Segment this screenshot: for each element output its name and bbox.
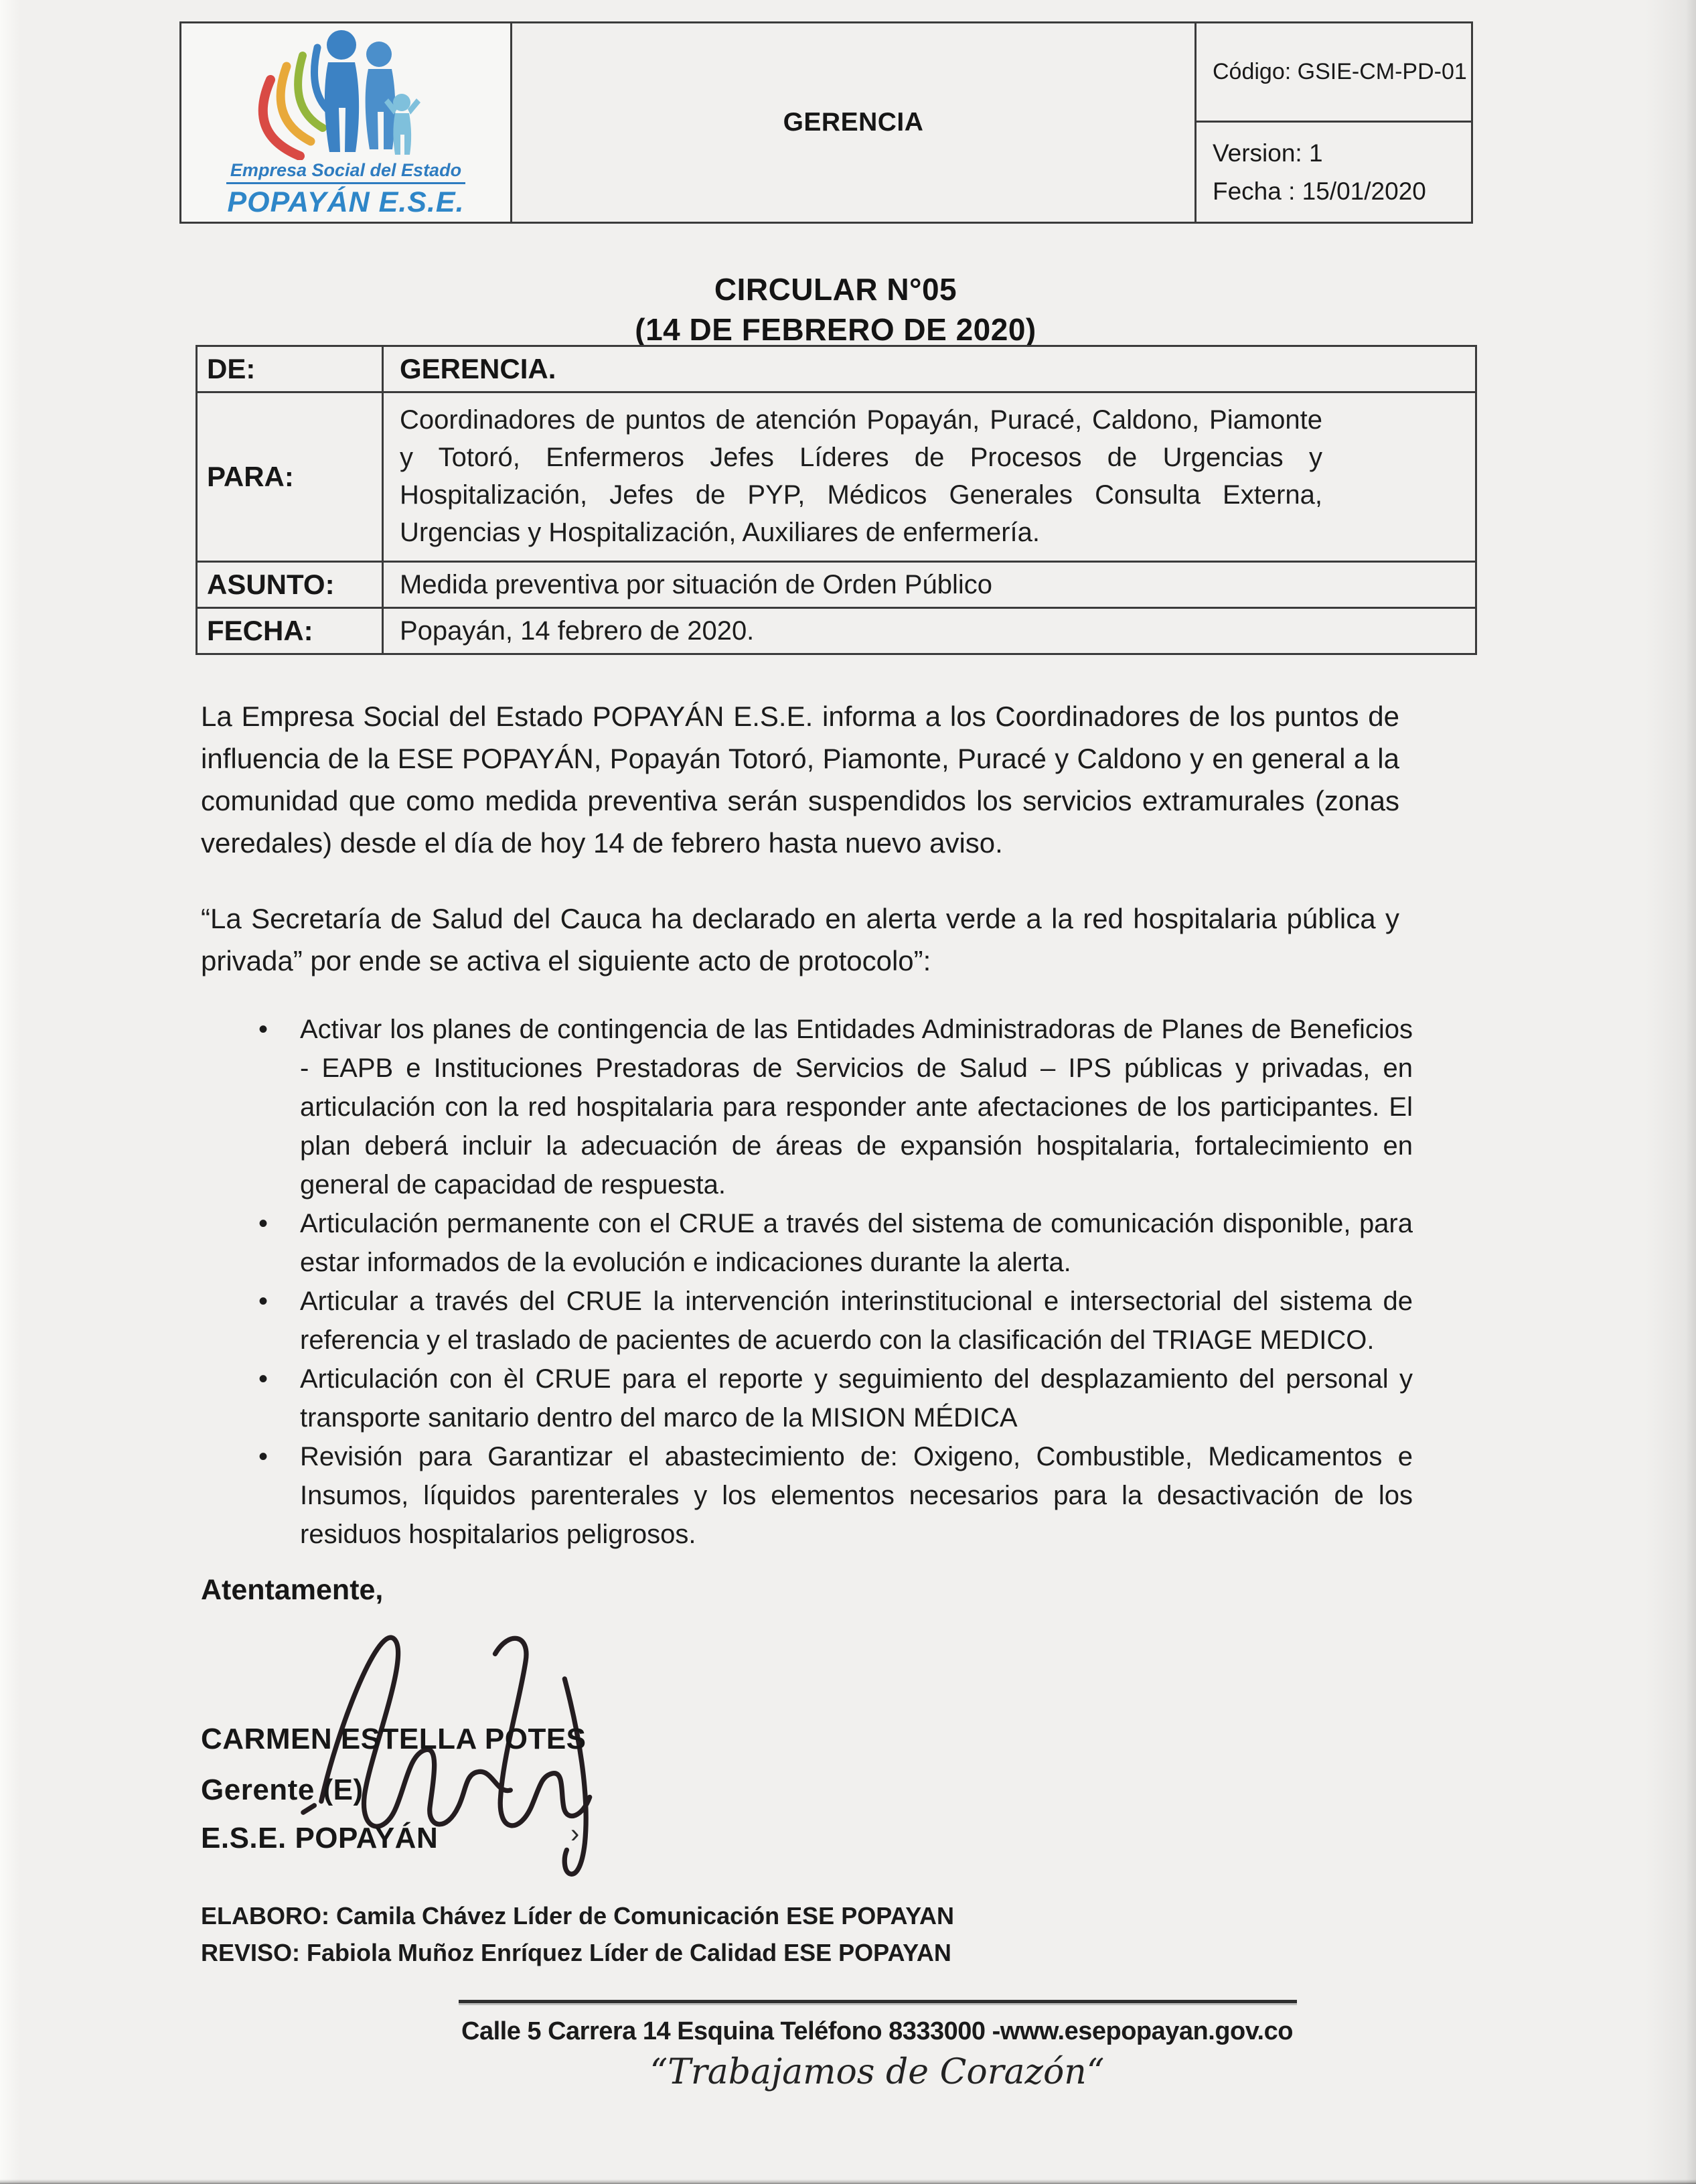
closing-word: Atentamente, [201, 1574, 384, 1606]
body-paragraph-1: La Empresa Social del Estado POPAYÁN E.S.E. informa a los Coordinadores de los puntos de influencia de la ESE POPAYÁN, Popayán Totoró, Piamonte, Puracé y Caldono y en general a la comunidad que como medida preventiva serán suspendidos los servicios extramurales (zonas veredales) desde el día de hoy 14 de febrero hasta nuevo aviso. [201, 701, 1399, 859]
header-table [179, 21, 1473, 224]
pen-mark: › [570, 1819, 580, 1848]
circular-title [194, 269, 1477, 350]
header-department-title: GERENCIA [783, 108, 924, 137]
info-label-de: DE: [198, 347, 384, 391]
info-value-de: GERENCIA. [400, 353, 556, 384]
document-date: Fecha : 15/01/2020 [1213, 177, 1426, 205]
document-version-date [1197, 123, 1471, 222]
signer-entity: E.S.E. POPAYÁN [201, 1822, 439, 1854]
header-meta-cell [1194, 23, 1471, 222]
signer-role: Gerente (E) [201, 1773, 364, 1806]
elaborated-by-line: ELABORO: Camila Chávez Líder de Comunicación ESE POPAYAN [201, 1902, 954, 1930]
bullet-item: • Articulación con èl CRUE para el reporte y seguimiento del desplazamiento del personal y transporte sanitario dentro del marco de la MISION MÉDICA [201, 1360, 1413, 1437]
protocol-bullet-list [201, 1010, 1413, 1554]
info-value-asunto: Medida preventiva por situación de Orden Público [400, 569, 992, 599]
info-row-fecha [198, 609, 1475, 653]
circular-title-line2: (14 DE FEBRERO DE 2020) [635, 312, 1036, 347]
logo-cell [181, 23, 512, 222]
info-row-para [198, 393, 1475, 563]
body-paragraph-2: “La Secretaría de Salud del Cauca ha declarado en alerta verde a la red hospitalaria pública y privada” por ende se activa el siguiente acto de protocolo”: [201, 903, 1399, 976]
signer-name: CARMEN ESTELLA POTES [201, 1723, 587, 1755]
info-label-para: PARA: [198, 393, 384, 561]
bullet-item: • Articulación permanente con el CRUE a través del sistema de comunicación disponible, para estar informados de la evolución e indicaciones durante la alerta. [201, 1204, 1413, 1282]
reviewed-by-line: REVISO: Fabiola Muñoz Enríquez Líder de Calidad ESE POPAYAN [201, 1939, 951, 1966]
info-label-fecha: FECHA: [198, 609, 384, 653]
circular-title-line1: CIRCULAR N°05 [714, 272, 957, 307]
info-table [196, 345, 1477, 655]
logo-tagline: Empresa Social del Estado [226, 160, 465, 184]
footer-slogan: “Trabajamos de Corazón“ [649, 2052, 1105, 2092]
info-value-para: Coordinadores de puntos de atención Popayán, Puracé, Caldono, Piamonte y Totoró, Enfermeros Jefes Líderes de Procesos de Urgencias y Hospitalización, Jefes de PYP, Médicos Generales Consulta Externa, Urgencias y Hospitalización, Auxiliares de enfermería. [400, 405, 1322, 547]
document-code: Código: GSIE-CM-PD-01 [1197, 23, 1471, 123]
bullet-item: • Activar los planes de contingencia de las Entidades Administradoras de Planes de Beneficios - EAPB e Instituciones Prestadoras de Servicios de Salud – IPS públicas y privadas, en articulación con la red hospitalaria para responder ante afectaciones de los participantes. El plan deberá incluir la adecuación de áreas de expansión hospitalaria, fortalecimiento en general de capacidad de respuesta. [201, 1010, 1413, 1204]
info-row-asunto [198, 563, 1475, 609]
info-value-fecha: Popayán, 14 febrero de 2020. [400, 615, 755, 646]
bullet-item: • Articular a través del CRUE la intervención interinstitucional e intersectorial del sistema de referencia y el traslado de pacientes de acuerdo con la clasificación del TRIAGE MEDICO. [201, 1282, 1413, 1360]
footer-divider [459, 2000, 1297, 2003]
info-label-asunto: ASUNTO: [198, 563, 384, 607]
logo-entity-name: POPAYÁN E.S.E. [227, 186, 465, 218]
logo-family-icon [236, 27, 457, 160]
info-row-de [198, 347, 1475, 393]
footer-address: Calle 5 Carrera 14 Esquina Teléfono 8333000 -www.esepopayan.gov.co [461, 2017, 1293, 2045]
document-version: Version: 1 [1213, 139, 1323, 167]
bullet-item: • Revisión para Garantizar el abastecimiento de: Oxigeno, Combustible, Medicamentos e Insumos, líquidos parenterales y los elementos necesarios para la desactivación de los residuos hospitalarios peligrosos. [201, 1437, 1413, 1554]
